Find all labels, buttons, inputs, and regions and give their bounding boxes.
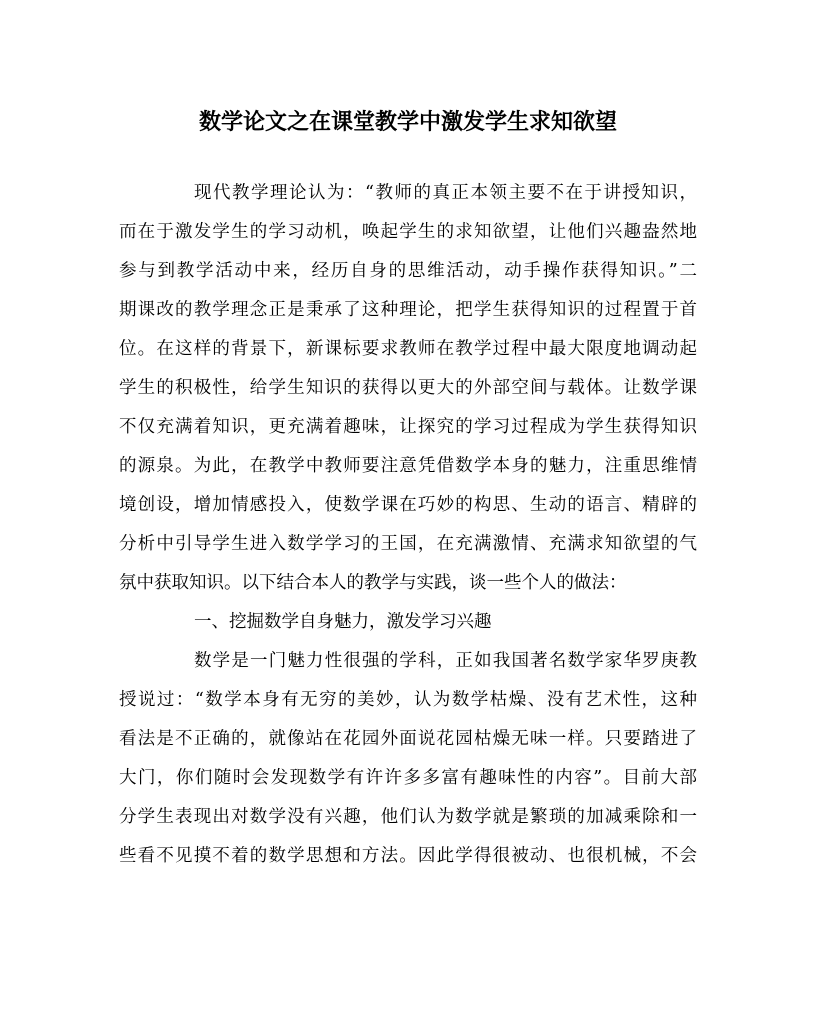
paragraph-line: 现代教学理论认为：“教师的真正本领主要不在于讲授知识， [194,183,697,203]
paragraph-line: 大门，你们随时会发现数学有许许多多富有趣味性的内容”。目前大部 [119,768,697,788]
paragraph-line: 分析中引导学生进入数学学习的王国，在充满激情、充满求知欲望的气 [119,534,697,554]
paragraph-line: 学生的积极性，给学生知识的获得以更大的外部空间与载体。让数学课 [119,378,697,398]
paragraph-line: 而在于激发学生的学习动机，唤起学生的求知欲望，让他们兴趣盎然地 [119,222,697,242]
paragraph-line: 参与到教学活动中来，经历自身的思维活动，动手操作获得知识。”二 [119,261,697,281]
document-title: 数学论文之在课堂教学中激发学生求知欲望 [198,109,617,135]
paragraph-line: 些看不见摸不着的数学思想和方法。因此学得很被动、也很机械，不会 [119,846,697,866]
paragraph-line: 分学生表现出对数学没有兴趣，他们认为数学就是繁琐的加减乘除和一 [119,807,697,827]
section-heading: 一、挖掘数学自身魅力，激发学习兴趣 [194,612,492,632]
paragraph-line: 看法是不正确的，就像站在花园外面说花园枯燥无味一样。只要踏进了 [119,729,697,749]
paragraph-line: 氛中获取知识。以下结合本人的教学与实践，谈一些个人的做法： [119,573,627,593]
paragraph-line: 数学是一门魅力性很强的学科，正如我国著名数学家华罗庚教 [194,651,697,671]
paragraph-line: 授说过：“数学本身有无穷的美妙，认为数学枯燥、没有艺术性，这种 [119,690,697,710]
paragraph-line: 期课改的教学理念正是秉承了这种理论，把学生获得知识的过程置于首 [119,300,697,320]
paragraph-line: 的源泉。为此，在教学中教师要注意凭借数学本身的魅力，注重思维情 [119,456,697,476]
paragraph-line: 不仅充满着知识，更充满着趣味，让探究的学习过程成为学生获得知识 [119,417,697,437]
paragraph-line: 位。在这样的背景下，新课标要求教师在教学过程中最大限度地调动起 [119,339,697,359]
paragraph-line: 境创设，增加情感投入，使数学课在巧妙的构思、生动的语言、精辟的 [119,495,697,515]
